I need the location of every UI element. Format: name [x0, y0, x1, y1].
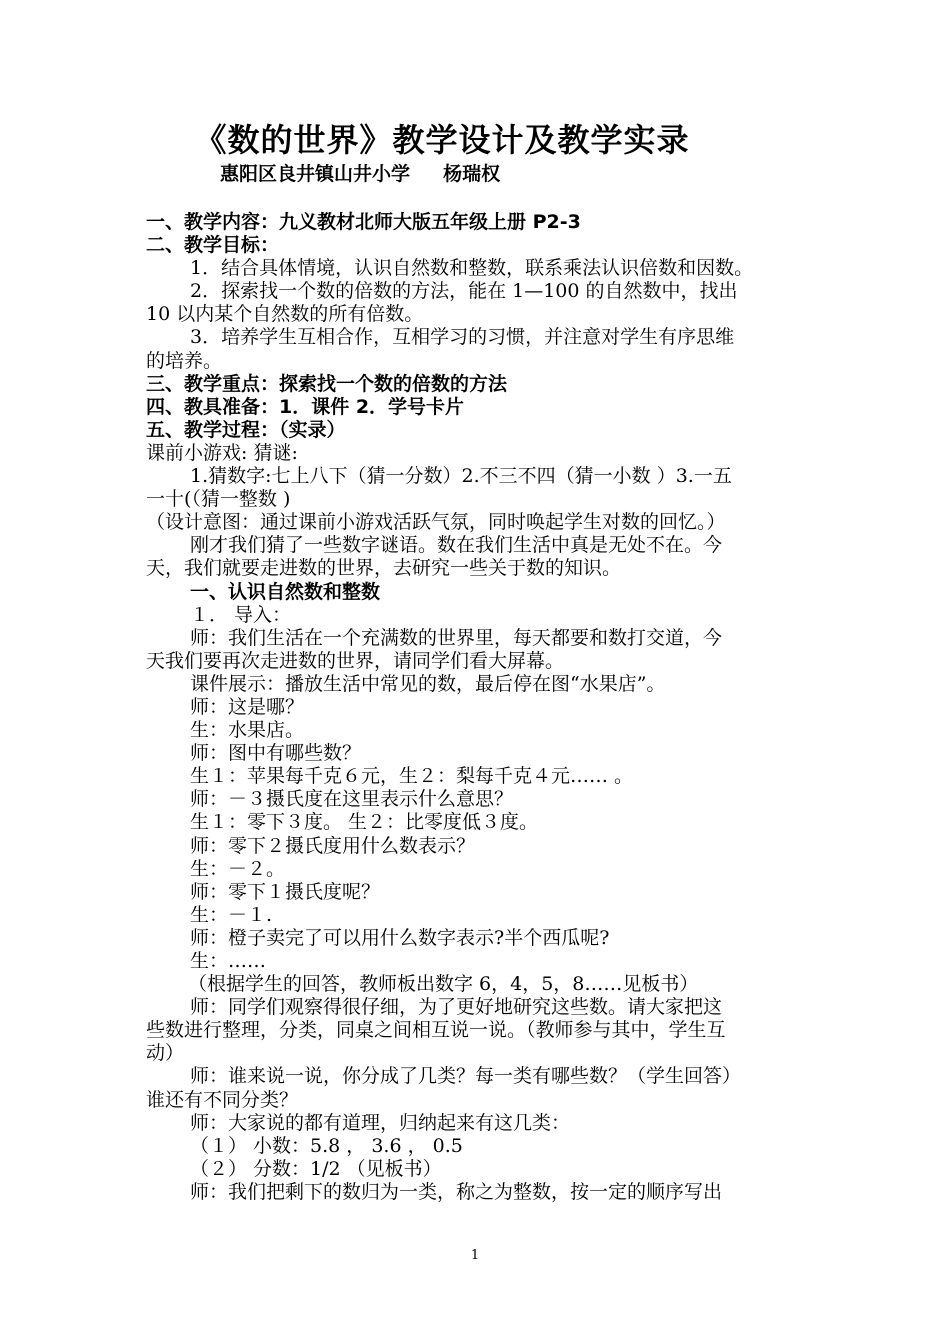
dialogue-line: 生１：零下３度。 生２：比零度低３度。 — [190, 811, 539, 834]
dialogue-line: 师：大家说的都有道理，归纳起来有这几类： — [190, 1111, 571, 1134]
paragraph-line: 课前小游戏: 猜谜: — [146, 441, 298, 464]
section-heading: 五、教学过程：（实录） — [146, 418, 346, 441]
list-item: （２） 分数：1/2 （见板书） — [190, 1157, 442, 1180]
paragraph-line: 3．培养学生互相合作，互相学习的习惯，并注意对学生有序思维 — [190, 326, 735, 349]
section-heading: 四、教具准备：1．课件 2．学号卡片 — [146, 395, 465, 418]
section-heading: 三、教学重点：探索找一个数的倍数的方法 — [146, 372, 508, 395]
document-body — [146, 211, 816, 1204]
paragraph-line: 师：我们生活在一个充满数的世界里，每天都要和数打交道，今 — [190, 626, 723, 649]
paragraph-line: 一十(（猜一整数 ) — [146, 488, 291, 511]
dialogue-line: 生：－２。 — [190, 857, 286, 880]
paragraph-line: 动） — [146, 1042, 185, 1065]
subsection-heading: 一、认识自然数和整数 — [190, 580, 381, 603]
section-heading: 一、教学内容：九义教材北师大版五年级上册 P2-3 — [146, 211, 581, 233]
page-number: 1 — [470, 1248, 480, 1263]
paragraph-line: 1.猜数字:七上八下（猜一分数）2.不三不四（猜一小数 ）3.一五 — [190, 465, 732, 488]
dialogue-line: 生：－１. — [190, 903, 273, 926]
list-item: （１） 小数：5.8 ， 3.6 ， 0.5 — [190, 1134, 463, 1157]
paragraph-line: 天，我们就要走进数的世界，去研究一些关于数的知识。 — [146, 557, 622, 580]
dialogue-line: 师：我们把剩下的数归为一类，称之为整数，按一定的顺序写出 — [190, 1180, 723, 1203]
dialogue-line: 师：这是哪？ — [190, 695, 305, 718]
dialogue-line: 师：图中有哪些数？ — [190, 742, 362, 765]
paragraph-line: 的培养。 — [146, 349, 223, 372]
dialogue-line: 师：同学们观察得很仔细，为了更好地研究这些数。请大家把这 — [190, 996, 723, 1019]
paragraph-line: （根据学生的回答，教师板出数字 6，4，5，8……见板书） — [188, 973, 699, 996]
section-heading: 二、教学目标： — [146, 234, 280, 257]
paragraph-line: 课件展示：播放生活中常见的数，最后停在图“水果店”。 — [190, 672, 666, 695]
author-line: 惠阳区良井镇山井小学 杨瑞权 — [220, 163, 501, 185]
paragraph-line: 谁还有不同分类？ — [146, 1088, 299, 1111]
dialogue-line: 师：橙子卖完了可以用什么数字表示?半个西瓜呢? — [190, 926, 610, 949]
paragraph-line: １． 导入： — [190, 603, 292, 626]
paragraph-line: 1．结合具体情境，认识自然数和整数，联系乘法认识倍数和因数。 — [190, 257, 754, 280]
dialogue-line: 师：零下２摄氏度用什么数表示？ — [190, 834, 476, 857]
dialogue-line: 师：零下１摄氏度呢？ — [190, 880, 381, 903]
dialogue-line: 生：水果店。 — [190, 719, 305, 742]
paragraph-line: 天我们要再次走进数的世界，请同学们看大屏幕。 — [146, 649, 565, 672]
paragraph-line: （设计意图：通过课前小游戏活跃气氛，同时唤起学生对数的回忆。） — [146, 511, 726, 534]
dialogue-line: 生１：苹果每千克６元，生２：梨每千克４元…… 。 — [190, 765, 634, 788]
paragraph-line: 刚才我们猜了一些数字谜语。数在我们生活中真是无处不在。今 — [190, 534, 723, 557]
paragraph-line: 10 以内某个自然数的所有倍数。 — [146, 303, 424, 326]
paragraph-line: 2．探索找一个数的倍数的方法，能在 1—100 的自然数中，找出 — [190, 280, 738, 303]
paragraph-line: 些数进行整理，分类，同桌之间相互说一说。（教师参与其中，学生互 — [146, 1019, 726, 1042]
dialogue-line: 生：…… — [190, 950, 267, 972]
dialogue-line: 师：－３摄氏度在这里表示什么意思？ — [190, 788, 514, 811]
dialogue-line: 师：谁来说一说，你分成了几类？每一类有哪些数？（学生回答） — [190, 1065, 742, 1088]
document-title: 《数的世界》教学设计及教学实录 — [194, 121, 690, 159]
